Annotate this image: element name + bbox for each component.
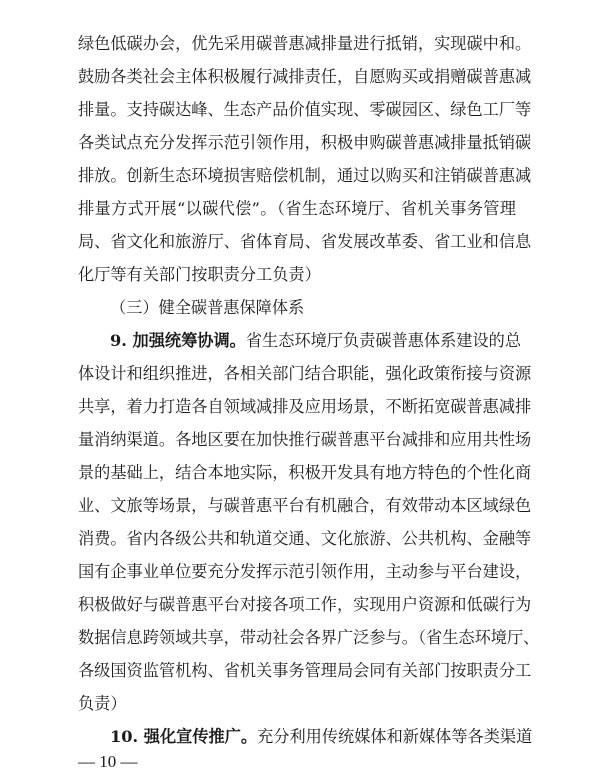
- paragraph-line: 各级国资监管机构、省机关事务管理局会同有关部门按职责分工: [78, 661, 532, 680]
- paragraph-line: [110, 330, 522, 352]
- paragraph-line: 业、文旅等场景，与碳普惠平台有机融合，有效带动本区域绿色: [78, 496, 532, 515]
- paragraph-line: [110, 726, 533, 748]
- item-9-title: 9. 加强统筹协调。: [110, 331, 246, 350]
- paragraph-line: 排放。创新生态环境损害赔偿机制，通过以购买和注销碳普惠减: [78, 166, 532, 185]
- section-heading: （三）健全碳普惠保障体系: [110, 298, 305, 317]
- item-10-text: 充分利用传统媒体和新媒体等各类渠道: [257, 727, 533, 746]
- item-9-text: 省生态环境厅负责碳普惠体系建设的总: [245, 331, 522, 350]
- paragraph-line: 化厅等有关部门按职责分工负责）: [78, 265, 321, 284]
- paragraph-line: 鼓励各类社会主体积极履行减排责任，自愿购买或捐赠碳普惠减: [78, 67, 532, 86]
- paragraph-line: 排量方式开展“以碳代偿”。（省生态环境厅、省机关事务管理: [78, 199, 516, 218]
- paragraph-line: 共享，着力打造各自领域减排及应用场景，不断拓宽碳普惠减排: [78, 397, 532, 416]
- paragraph-line: 消费。省内各级公共和轨道交通、文化旅游、公共机构、金融等: [78, 529, 532, 548]
- page-number: — 10 —: [78, 752, 138, 771]
- paragraph-line: 绿色低碳办会，优先采用碳普惠减排量进行抵销，实现碳中和。: [78, 34, 532, 53]
- paragraph-line: 体设计和组织推进，各相关部门结合职能，强化政策衔接与资源: [78, 364, 532, 383]
- paragraph-line: 排量。支持碳达峰、生态产品价值实现、零碳园区、绿色工厂等: [78, 100, 532, 119]
- paragraph-line: 局、省文化和旅游厅、省体育局、省发展改革委、省工业和信息: [78, 232, 532, 251]
- paragraph-line: 负责）: [78, 694, 127, 713]
- paragraph-line: 数据信息跨领域共享，带动社会各界广泛参与。（省生态环境厅、: [78, 628, 540, 647]
- paragraph-line: 国有企事业单位要充分发挥示范引领作用，主动参与平台建设，: [78, 562, 532, 581]
- paragraph-line: 积极做好与碳普惠平台对接各项工作，实现用户资源和低碳行为: [78, 595, 532, 614]
- item-10-title: 10. 强化宣传推广。: [110, 727, 258, 746]
- paragraph-line: 景的基础上，结合本地实际，积极开发具有地方特色的个性化商: [78, 463, 532, 482]
- paragraph-line: 各类试点充分发挥示范引领作用，积极申购碳普惠减排量抵销碳: [78, 133, 532, 152]
- paragraph-line: 量消纳渠道。各地区要在加快推行碳普惠平台减排和应用共性场: [78, 430, 532, 449]
